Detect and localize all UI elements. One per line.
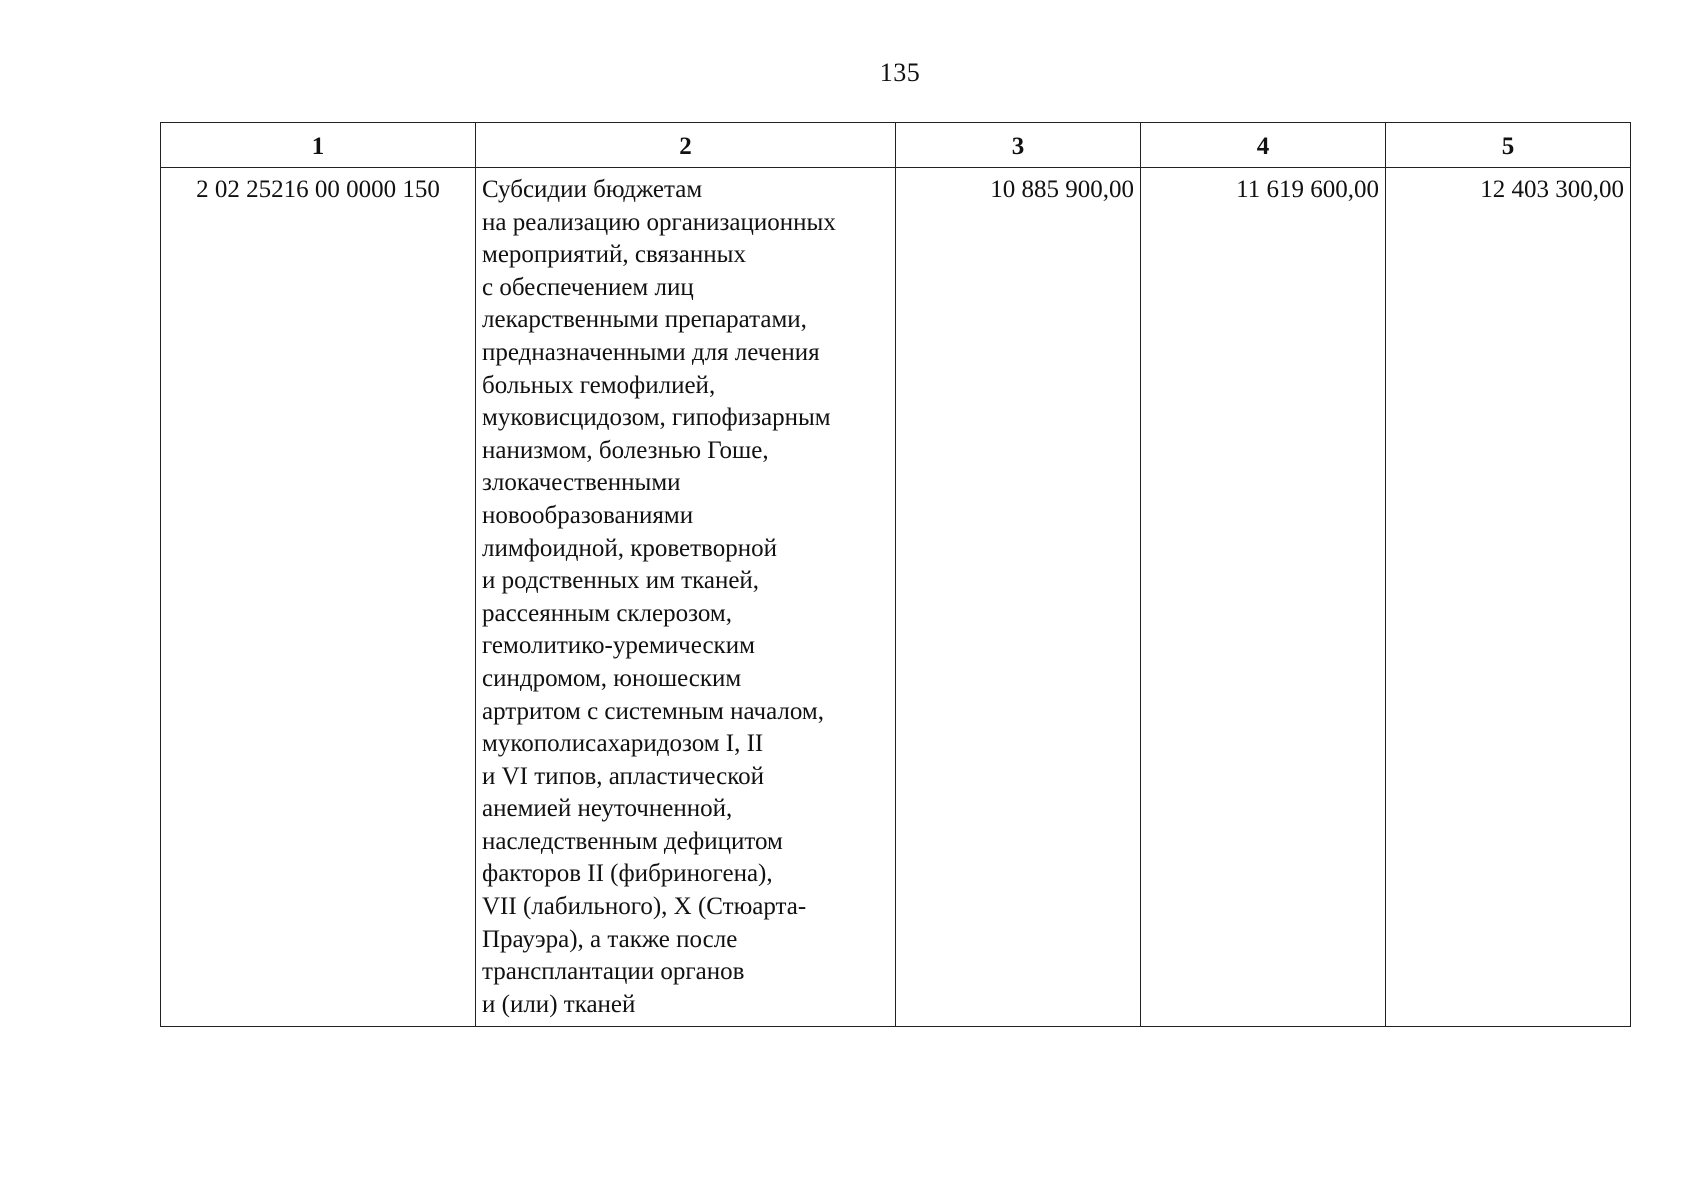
description-line: Прауэра), а также после (482, 925, 738, 953)
description-line: анемией неуточненной, (482, 795, 733, 823)
description-line: и (или) тканей (482, 990, 636, 1018)
column-header-1: 1 (161, 123, 476, 168)
description-line: Субсидии бюджетам (482, 176, 703, 203)
description-line: муковисцидозом, гипофизарным (482, 404, 831, 432)
budget-table (160, 122, 1631, 1027)
description-line: рассеянным склерозом, (482, 599, 732, 627)
description-line: трансплантации органов (482, 958, 745, 986)
description-line: артритом с системным началом, (482, 697, 825, 725)
description-line: лимфоидной, кроветворной (482, 534, 777, 562)
description-line: VII (лабильного), X (Стюарта- (482, 893, 807, 921)
column-header-4: 4 (1141, 123, 1386, 168)
description-line: лекарственными препаратами, (482, 306, 807, 334)
description-line: новообразованиями (482, 501, 694, 529)
description-line: мукополисахаридозом I, II (482, 730, 764, 758)
description-line: и родственных им тканей, (482, 567, 760, 595)
table-header-row (161, 123, 1631, 168)
amount-column-4: 11 619 600,00 (1141, 168, 1386, 1027)
description-line: нанизмом, болезнью Гоше, (482, 436, 769, 464)
description-line: наследственным дефицитом (482, 827, 783, 855)
column-header-2: 2 (476, 123, 896, 168)
description-line: предназначенными для лечения (482, 338, 820, 366)
description-line: с обеспечением лиц (482, 273, 694, 301)
description-line: больных гемофилией, (482, 371, 716, 399)
amount-column-5: 12 403 300,00 (1386, 168, 1631, 1027)
page-number: 135 (879, 58, 921, 87)
description-line: факторов II (фибриногена), (482, 860, 773, 888)
column-header-5: 5 (1386, 123, 1631, 168)
description-line: гемолитико-уремическим (482, 632, 755, 660)
column-header-3: 3 (896, 123, 1141, 168)
description-line: синдромом, юношеским (482, 664, 742, 692)
description-line: злокачественными (482, 469, 681, 497)
subsidy-description (476, 168, 896, 1027)
budget-classification-code: 2 02 25216 00 0000 150 (161, 168, 476, 1027)
description-line: и VI типов, апластической (482, 762, 765, 790)
table-row (161, 168, 1631, 1027)
description-line: на реализацию организационных (482, 208, 836, 236)
description-line: мероприятий, связанных (482, 241, 746, 269)
amount-column-3: 10 885 900,00 (896, 168, 1141, 1027)
